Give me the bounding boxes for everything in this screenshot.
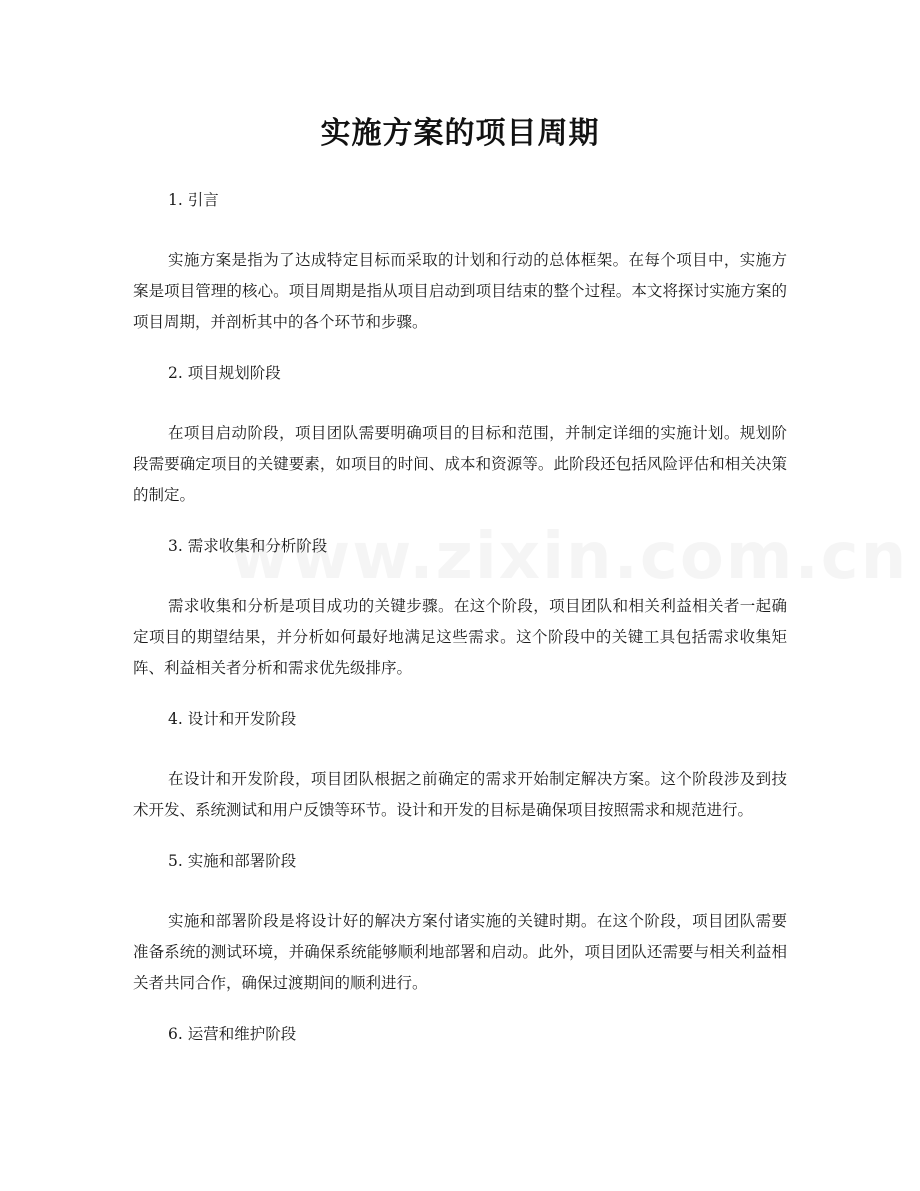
section-paragraph: 实施方案是指为了达成特定目标而采取的计划和行动的总体框架。在每个项目中，实施方案是项目管理的核心。项目周期是指从项目启动到项目结束的整个过程。本文将探讨实施方案的项目周期，并剖析其中的各个环节和步骤。 (133, 251, 787, 331)
section-design (133, 705, 787, 826)
section-heading: 3. 需求收集和分析阶段 (168, 537, 328, 555)
section-deployment (133, 847, 787, 999)
section-paragraph: 在设计和开发阶段，项目团队根据之前确定的需求开始制定解决方案。这个阶段涉及到技术开发、系统测试和用户反馈等环节。设计和开发的目标是确保项目按照需求和规范进行。 (133, 770, 787, 819)
section-paragraph: 在项目启动阶段，项目团队需要明确项目的目标和范围，并制定详细的实施计划。规划阶段需要确定项目的关键要素，如项目的时间、成本和资源等。此阶段还包括风险评估和相关决策的制定。 (133, 424, 787, 504)
section-paragraph: 实施和部署阶段是将设计好的解决方案付诸实施的关键时期。在这个阶段，项目团队需要准备系统的测试环境，并确保系统能够顺利地部署和启动。此外，项目团队还需要与相关利益相关者共同合作，确保过渡期间的顺利进行。 (133, 912, 787, 992)
document-body (133, 186, 787, 1079)
section-heading: 2. 项目规划阶段 (168, 364, 281, 382)
section-heading: 5. 实施和部署阶段 (168, 852, 297, 870)
section-heading: 1. 引言 (168, 191, 219, 209)
section-heading: 4. 设计和开发阶段 (168, 710, 297, 728)
section-operations (133, 1020, 787, 1048)
section-planning (133, 359, 787, 511)
document-title: 实施方案的项目周期 (320, 116, 600, 151)
section-heading: 6. 运营和维护阶段 (168, 1025, 297, 1043)
section-paragraph: 需求收集和分析是项目成功的关键步骤。在这个阶段，项目团队和相关利益相关者一起确定项目的期望结果，并分析如何最好地满足这些需求。这个阶段中的关键工具包括需求收集矩阵、利益相关者分析和需求优先级排序。 (133, 597, 787, 677)
section-requirements (133, 532, 787, 684)
section-intro (133, 186, 787, 338)
